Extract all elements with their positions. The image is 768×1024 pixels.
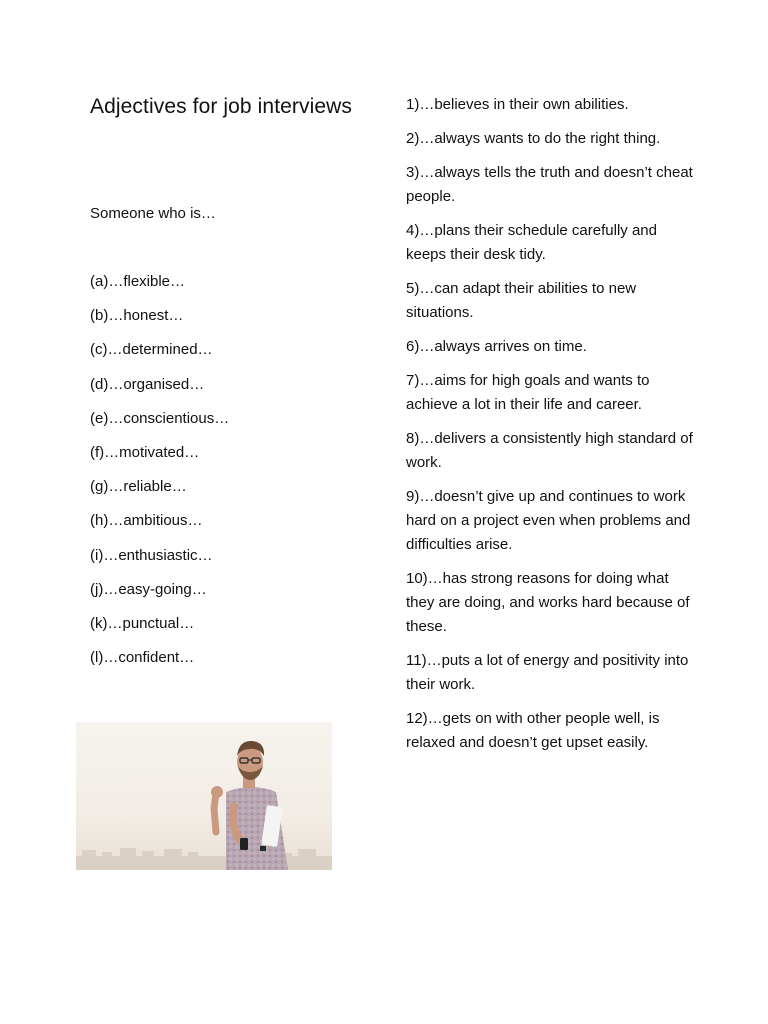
adjective-item: (l)…confident…: [90, 649, 195, 667]
adjective-item: (d)…organised…: [90, 375, 205, 393]
celebrating-man-photo: [76, 722, 332, 870]
definition-item: 7)…aims for high goals and wants to achieve a lot in their life and career.: [406, 372, 650, 413]
intro-text: Someone who is…: [90, 205, 216, 222]
definition-item: 4)…plans their schedule carefully and keeps their desk tidy.: [406, 222, 657, 263]
adjective-item: (b)…honest…: [90, 307, 184, 325]
definition-item: 2)…always wants to do the right thing.: [406, 130, 661, 147]
adjective-item: (k)…punctual…: [90, 614, 195, 632]
definition-item: 5)…can adapt their abilities to new situations.: [406, 280, 637, 321]
adjective-item: (c)…determined…: [90, 341, 213, 359]
adjective-item: (i)…enthusiastic…: [90, 546, 213, 564]
adjective-item: (f)…motivated…: [90, 443, 200, 461]
adjective-item: (j)…easy-going…: [90, 580, 207, 598]
adjective-item: (h)…ambitious…: [90, 512, 203, 530]
photo-illustration: [76, 722, 332, 870]
definition-item: 8)…delivers a consistently high standard of work.: [406, 430, 693, 471]
definition-item: 6)…always arrives on time.: [406, 338, 587, 355]
adjective-item: (g)…reliable…: [90, 478, 187, 496]
adjective-item: (a)…flexible…: [90, 273, 186, 290]
left-column: [90, 92, 380, 122]
page-title: Adjectives for job interviews: [90, 95, 353, 118]
definition-list: [406, 93, 696, 765]
definition-item: 11)…puts a lot of energy and positivity into their work.: [406, 652, 689, 693]
definition-item: 9)…doesn’t give up and continues to work hard on a project even when problems and difficulties arise.: [406, 488, 691, 553]
definition-item: 1)…believes in their own abilities.: [406, 96, 629, 113]
adjective-list: [90, 271, 229, 681]
adjective-item: (e)…conscientious…: [90, 409, 230, 427]
definition-item: 3)…always tells the truth and doesn’t cheat people.: [406, 164, 693, 205]
definition-item: 12)…gets on with other people well, is relaxed and doesn’t get upset easily.: [406, 710, 660, 751]
definition-item: 10)…has strong reasons for doing what they are doing, and works hard because of these.: [406, 570, 690, 635]
